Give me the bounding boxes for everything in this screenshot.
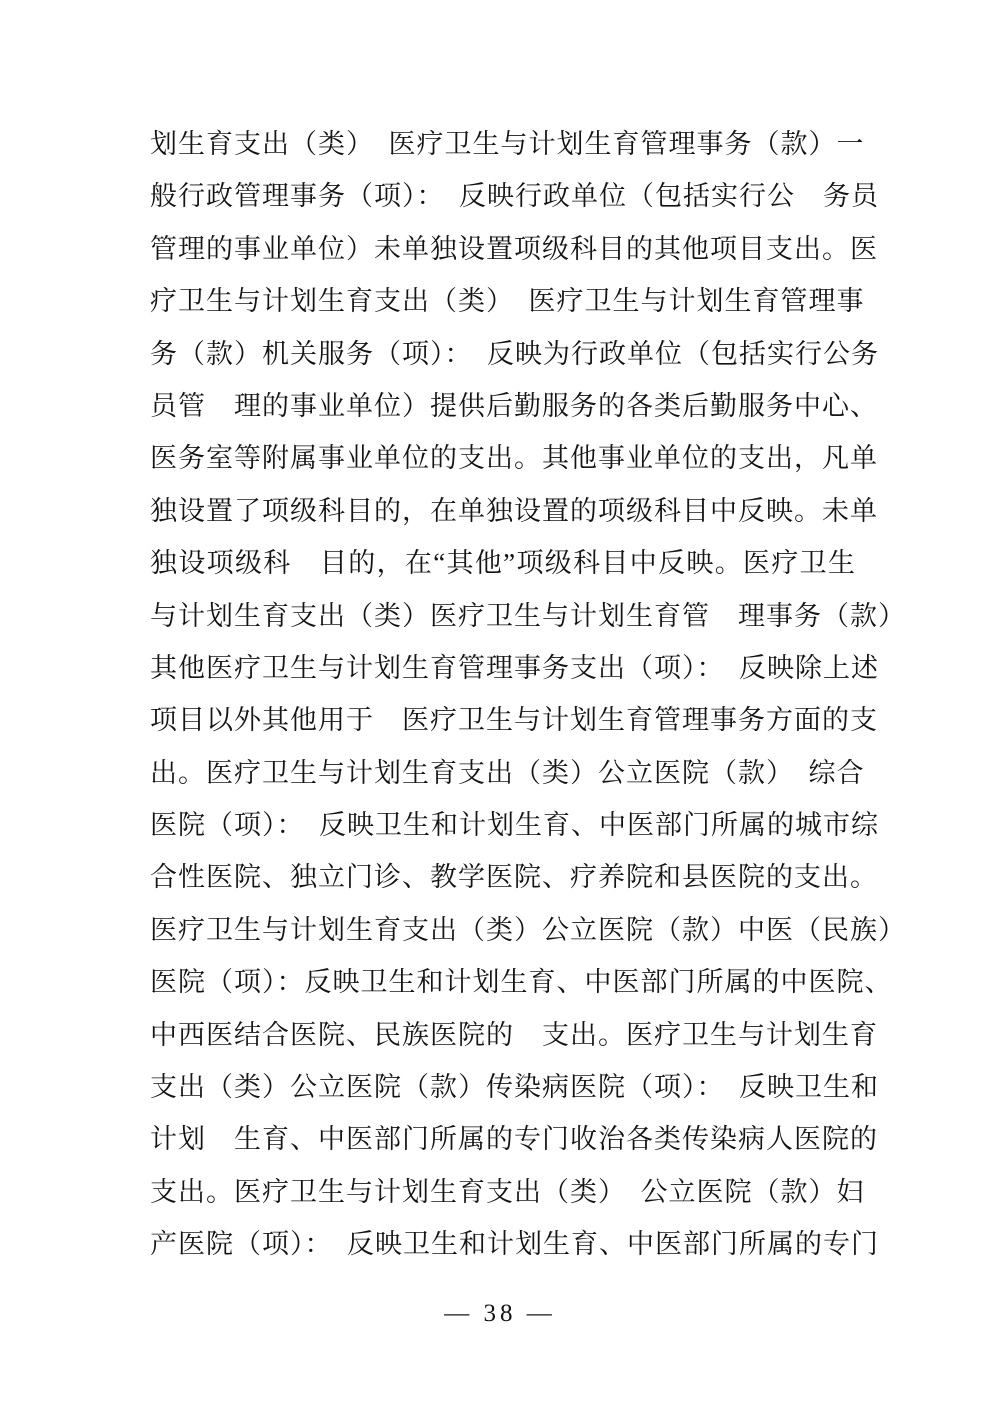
text-line: 划生育支出（类） 医疗卫生与计划生育管理事务（款）一 (150, 129, 865, 159)
text-line: 支出。医疗卫生与计划生育支出（类） 公立医院（款）妇 (150, 1176, 865, 1207)
page-number: — 38 — (444, 1300, 556, 1327)
text-line: 医疗卫生与计划生育支出（类）公立医院（款）中医（民族） (150, 914, 906, 945)
text-line: 疗卫生与计划生育支出（类） 医疗卫生与计划生育管理事 (150, 286, 865, 317)
text-line: 产医院（项）： 反映卫生和计划生育、中医部门所属的专门 (150, 1229, 879, 1260)
text-line: 合性医院、独立门诊、教学医院、疗养院和县医院的支出。 (150, 862, 878, 893)
text-line: 般行政管理事务（项）： 反映行政单位（包括实行公 务员 (150, 181, 879, 212)
text-line: 其他医疗卫生与计划生育管理事务支出（项）： 反映除上述 (150, 652, 879, 683)
text-line: 员管 理的事业单位）提供后勤服务的各类后勤服务中心、 (150, 390, 878, 421)
text-line: 管理的事业单位）未单独设置项级科目的其他项目支出。医 (150, 233, 878, 264)
text-line: 医院（项）：反映卫生和计划生育、中医部门所属的中医院、 (150, 967, 893, 998)
text-line: 项目以外其他用于 医疗卫生与计划生育管理事务方面的支 (150, 705, 878, 736)
text-line: 独设项级科 目的，在“其他”项级科目中反映。医疗卫生 (150, 548, 856, 579)
text-line: 与计划生育支出（类）医疗卫生与计划生育管 理事务（款） (150, 600, 906, 631)
text-line: 医院（项）： 反映卫生和计划生育、中医部门所属的城市综 (150, 810, 879, 841)
text-line: 计划 生育、中医部门所属的专门收治各类传染病人医院的 (150, 1124, 878, 1155)
body-text (150, 118, 906, 1271)
text-line: 支出（类）公立医院（款）传染病医院（项）： 反映卫生和 (150, 1072, 879, 1103)
text-line: 出。医疗卫生与计划生育支出（类）公立医院（款） 综合 (150, 757, 865, 788)
page-footer (0, 1300, 1000, 1328)
text-line: 独设置了项级科目的，在单独设置的项级科目中反映。未单 (150, 495, 878, 526)
text-line: 医务室等附属事业单位的支出。其他事业单位的支出，凡单 (150, 443, 878, 474)
text-line: 务（款）机关服务（项）： 反映为行政单位（包括实行公务 (150, 338, 879, 369)
text-line: 中西医结合医院、民族医院的 支出。医疗卫生与计划生育 (150, 1019, 878, 1050)
